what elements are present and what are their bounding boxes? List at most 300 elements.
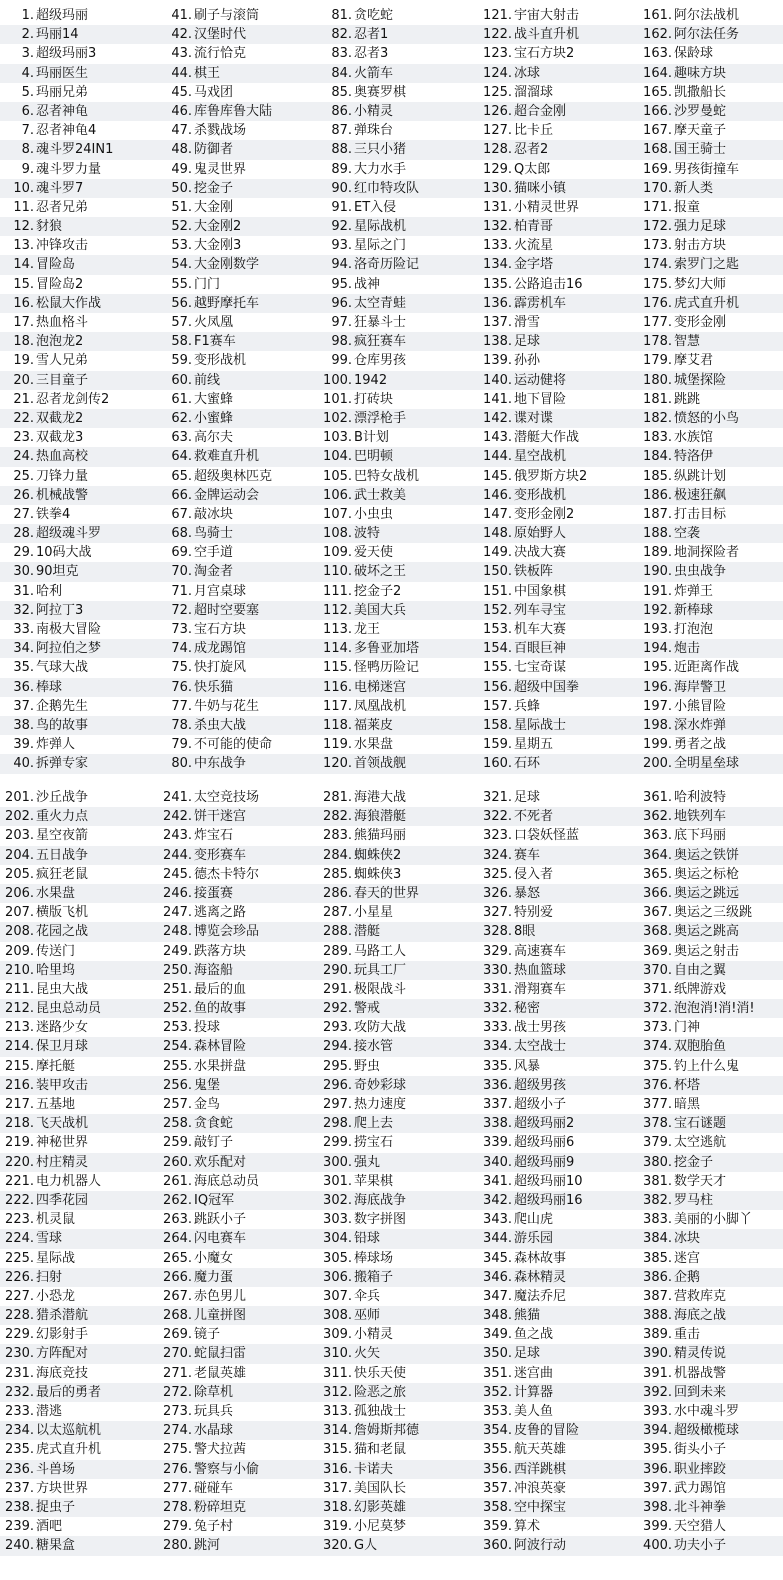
item-number: 39.: [13, 737, 34, 753]
list-item: [320, 1153, 480, 1172]
item-number: 106.: [323, 487, 352, 503]
item-number: 139.: [483, 353, 512, 369]
item-title: 森林精灵: [514, 1269, 567, 1285]
item-title: 打击目标: [674, 506, 727, 522]
item-number: 215.: [5, 1058, 34, 1074]
list-item: [0, 658, 160, 677]
list-item: [0, 1287, 160, 1306]
item-number: 281.: [323, 790, 352, 805]
item-title: 风暴: [514, 1058, 541, 1074]
list-item: [160, 620, 320, 639]
item-number: 194.: [643, 641, 672, 657]
item-title: 海港大战: [354, 790, 407, 805]
list-item: [160, 1421, 320, 1440]
list-item: [160, 658, 320, 677]
item-title: 近距离作战: [674, 660, 740, 676]
item-number: 72.: [171, 602, 192, 618]
item-number: 197.: [643, 698, 672, 714]
item-title: 双截龙3: [36, 430, 84, 446]
item-title: 海底战争: [354, 1192, 407, 1208]
list-item: [480, 428, 640, 447]
item-number: 395.: [643, 1442, 672, 1458]
item-title: 海狼潜艇: [354, 809, 407, 825]
item-title: 魂斗罗7: [36, 180, 84, 196]
list-item: [480, 1383, 640, 1402]
item-title: 电梯迷宫: [354, 679, 407, 695]
item-title: 鬼灵世界: [194, 161, 247, 177]
item-title: 蛇鼠扫雷: [194, 1346, 247, 1362]
item-title: 超级玛丽: [36, 8, 89, 23]
item-title: 奥运之跳远: [674, 885, 740, 901]
item-title: 糖果盒: [36, 1538, 76, 1554]
item-number: 207.: [5, 905, 34, 921]
list-item: [480, 1498, 640, 1517]
list-item: [480, 390, 640, 409]
item-number: 133.: [483, 238, 512, 254]
list-item: [320, 217, 480, 236]
item-number: 177.: [643, 315, 672, 330]
item-title: 攻防大战: [354, 1020, 407, 1036]
item-number: 109.: [323, 545, 352, 561]
item-title: 炸宝石: [194, 828, 234, 844]
item-number: 169.: [643, 161, 672, 177]
item-title: 小恐龙: [36, 1288, 76, 1304]
item-number: 123.: [483, 46, 512, 62]
item-title: 挖金子: [674, 1154, 714, 1170]
item-number: 150.: [483, 564, 512, 580]
item-title: 红巾特攻队: [354, 180, 420, 196]
list-item: [320, 697, 480, 716]
item-title: 挖金子2: [354, 583, 402, 599]
list-item: [320, 582, 480, 601]
list-item: [640, 524, 783, 543]
item-number: 256.: [163, 1077, 192, 1093]
item-number: 3.: [21, 46, 34, 62]
list-item: [0, 140, 160, 159]
item-number: 21.: [13, 391, 34, 407]
item-title: 豺狼: [36, 219, 63, 235]
item-title: 阿尔法任务: [674, 27, 740, 43]
list-item: [160, 788, 320, 807]
item-title: 秘密: [514, 1001, 541, 1017]
item-title: 特别爱: [514, 905, 554, 921]
list-item: [0, 44, 160, 63]
item-title: 兵蜂: [514, 698, 541, 714]
list-item: [480, 1037, 640, 1056]
item-number: 136.: [483, 295, 512, 311]
item-number: 135.: [483, 276, 512, 292]
item-title: 玛丽14: [36, 27, 79, 43]
list-item: [0, 25, 160, 44]
item-number: 282.: [323, 809, 352, 825]
item-title: 扫射: [36, 1269, 63, 1285]
item-title: 报童: [674, 199, 701, 215]
item-title: 海底总动员: [194, 1173, 260, 1189]
item-title: 快打旋风: [194, 660, 247, 676]
list-item: [160, 754, 320, 773]
item-title: 趣味方块: [674, 65, 727, 81]
list-item: [0, 121, 160, 140]
item-number: 49.: [171, 161, 192, 177]
item-number: 156.: [483, 679, 512, 695]
item-title: 美国大兵: [354, 602, 407, 618]
list-item: [320, 102, 480, 121]
item-title: 罗马柱: [674, 1192, 714, 1208]
item-title: 超级玛丽2: [514, 1116, 575, 1132]
item-title: 捉虫子: [36, 1499, 76, 1515]
item-number: 274.: [163, 1423, 192, 1439]
list-item: [640, 1306, 783, 1325]
item-title: 霹雳机车: [514, 295, 567, 311]
item-title: 忍者2: [514, 142, 549, 158]
list-item: [320, 1421, 480, 1440]
list-item: [640, 601, 783, 620]
item-title: 超时空要塞: [194, 602, 260, 618]
item-title: 四季花园: [36, 1192, 89, 1208]
item-number: 181.: [643, 391, 672, 407]
item-title: 大金刚: [194, 199, 234, 215]
item-title: 森林冒险: [194, 1039, 247, 1055]
item-title: 游乐园: [514, 1231, 554, 1247]
item-title: 大力水手: [354, 161, 407, 177]
item-title: 大金刚3: [194, 238, 242, 254]
list-item: [0, 903, 160, 922]
list-item: [0, 1402, 160, 1421]
item-title: 变形金刚2: [514, 506, 575, 522]
list-item: [160, 1460, 320, 1479]
item-title: 星际战机: [354, 219, 407, 235]
item-title: 变形战机: [514, 487, 567, 503]
list-item: [640, 716, 783, 735]
list-item: [160, 1402, 320, 1421]
list-item: [160, 44, 320, 63]
item-number: 2.: [21, 27, 34, 43]
item-title: 阿拉丁3: [36, 602, 84, 618]
item-number: 377.: [643, 1097, 672, 1112]
item-number: 60.: [171, 372, 192, 388]
list-item: [0, 1479, 160, 1498]
list-item: [640, 1229, 783, 1248]
item-title: 超级玛丽6: [514, 1135, 575, 1151]
item-title: 小星星: [354, 905, 394, 921]
item-title: 淘金者: [194, 564, 234, 580]
item-number: 336.: [483, 1077, 512, 1093]
list-item: [160, 428, 320, 447]
item-title: 不死者: [514, 809, 554, 825]
item-number: 116.: [323, 679, 352, 695]
list-item: [640, 1383, 783, 1402]
item-number: 389.: [643, 1327, 672, 1343]
list-item: [160, 524, 320, 543]
item-number: 287.: [323, 905, 352, 921]
item-title: 巫师: [354, 1308, 381, 1324]
item-title: 宝石谜题: [674, 1116, 727, 1132]
item-number: 57.: [171, 315, 192, 330]
item-title: 宝石方块: [194, 622, 247, 637]
list-item: [160, 884, 320, 903]
item-title: 大金刚2: [194, 219, 242, 235]
list-item: [0, 102, 160, 121]
item-number: 160.: [483, 756, 512, 772]
item-number: 315.: [323, 1442, 352, 1458]
list-item: [160, 1479, 320, 1498]
item-title: 凤凰战机: [354, 698, 407, 714]
list-item: [160, 1095, 320, 1114]
item-title: 冒险岛: [36, 257, 76, 273]
list-item: [0, 716, 160, 735]
list-item: [0, 179, 160, 198]
item-title: 营救库克: [674, 1288, 727, 1304]
list-item: [640, 1076, 783, 1095]
list-item: [640, 467, 783, 486]
item-number: 303.: [323, 1212, 352, 1228]
item-number: 255.: [163, 1058, 192, 1074]
list-item: [320, 961, 480, 980]
item-number: 76.: [171, 679, 192, 695]
item-title: 马路工人: [354, 943, 407, 959]
list-item: [480, 1249, 640, 1268]
item-number: 111.: [323, 583, 352, 599]
list-item: [480, 332, 640, 351]
item-title: 五基地: [36, 1097, 76, 1112]
item-number: 368.: [643, 924, 672, 940]
item-title: 昆虫总动员: [36, 1001, 102, 1017]
item-number: 176.: [643, 295, 672, 311]
item-title: 足球: [514, 334, 541, 350]
item-title: 玩具兵: [194, 1404, 234, 1419]
item-title: 马戏团: [194, 84, 234, 100]
list-item: [160, 1498, 320, 1517]
item-title: 小蜜蜂: [194, 410, 234, 426]
item-title: 战士男孩: [514, 1020, 567, 1036]
list-item: [0, 601, 160, 620]
item-number: 366.: [643, 885, 672, 901]
item-title: 逃离之路: [194, 905, 247, 921]
item-number: 193.: [643, 622, 672, 637]
list-item: [160, 846, 320, 865]
item-title: 变形战机: [194, 353, 247, 369]
list-item: [0, 332, 160, 351]
item-title: 碰碰车: [194, 1480, 234, 1496]
item-title: 炸弹人: [36, 737, 76, 753]
item-number: 308.: [323, 1308, 352, 1324]
item-number: 279.: [163, 1519, 192, 1535]
item-number: 356.: [483, 1461, 512, 1477]
list-item: [640, 1402, 783, 1421]
list-item: [480, 160, 640, 179]
item-number: 163.: [643, 46, 672, 62]
item-title: Q太郎: [514, 161, 551, 177]
item-number: 48.: [171, 142, 192, 158]
item-title: 铁板阵: [514, 564, 554, 580]
list-item: [640, 409, 783, 428]
item-number: 400.: [643, 1538, 672, 1554]
item-number: 243.: [163, 828, 192, 844]
item-title: 波特: [354, 526, 381, 542]
item-number: 121.: [483, 8, 512, 23]
item-title: 海岸警卫: [674, 679, 727, 695]
item-title: 武力踢馆: [674, 1480, 727, 1496]
list-item: [0, 922, 160, 941]
list-item: [320, 1440, 480, 1459]
item-number: 143.: [483, 430, 512, 446]
list-item: [160, 64, 320, 83]
item-number: 307.: [323, 1288, 352, 1304]
item-title: 底下玛丽: [674, 828, 727, 844]
item-title: 西洋跳棋: [514, 1461, 567, 1477]
item-number: 227.: [5, 1288, 34, 1304]
list-item: [640, 25, 783, 44]
list-item: [640, 505, 783, 524]
item-number: 341.: [483, 1173, 512, 1189]
item-number: 54.: [171, 257, 192, 273]
item-title: 疯狂老鼠: [36, 866, 89, 882]
list-item: [480, 716, 640, 735]
item-number: 71.: [171, 583, 192, 599]
item-title: 迷宫曲: [514, 1365, 554, 1381]
item-title: 森林故事: [514, 1250, 567, 1266]
item-number: 98.: [331, 334, 352, 350]
item-number: 178.: [643, 334, 672, 350]
item-number: 310.: [323, 1346, 352, 1362]
item-number: 37.: [13, 698, 34, 714]
item-number: 134.: [483, 257, 512, 273]
list-item: [320, 922, 480, 941]
list-item: [320, 620, 480, 639]
list-item: [0, 1153, 160, 1172]
list-item: [160, 198, 320, 217]
list-item: [0, 275, 160, 294]
item-number: 273.: [163, 1404, 192, 1419]
list-item: [0, 1095, 160, 1114]
item-number: 142.: [483, 410, 512, 426]
item-number: 267.: [163, 1288, 192, 1304]
item-number: 69.: [171, 545, 192, 561]
item-title: 跌落方块: [194, 943, 247, 959]
item-number: 394.: [643, 1423, 672, 1439]
item-number: 270.: [163, 1346, 192, 1362]
item-title: 阿波行动: [514, 1538, 567, 1554]
list-item: [480, 1479, 640, 1498]
list-item: [480, 582, 640, 601]
list-item: [0, 697, 160, 716]
list-item: [640, 1210, 783, 1229]
list-item: [640, 658, 783, 677]
item-number: 246.: [163, 885, 192, 901]
item-title: 救难直升机: [194, 449, 260, 465]
list-item: [320, 505, 480, 524]
item-number: 222.: [5, 1192, 34, 1208]
item-title: 金牌运动会: [194, 487, 260, 503]
item-title: 极速狂飙: [674, 487, 727, 503]
item-number: 185.: [643, 468, 672, 484]
item-title: 花园之战: [36, 924, 89, 940]
list-item: [160, 999, 320, 1018]
game-column: [0, 788, 160, 1556]
item-number: 384.: [643, 1231, 672, 1247]
item-number: 257.: [163, 1097, 192, 1112]
item-number: 6.: [21, 103, 34, 119]
item-number: 61.: [171, 391, 192, 407]
item-title: 地铁列车: [674, 809, 727, 825]
list-item: [0, 236, 160, 255]
item-title: 热血高校: [36, 449, 89, 465]
item-number: 306.: [323, 1269, 352, 1285]
item-number: 286.: [323, 885, 352, 901]
item-title: 杀虫大战: [194, 717, 247, 733]
item-title: 俄罗斯方块2: [514, 468, 588, 484]
item-title: 博览会珍品: [194, 924, 260, 940]
item-title: 企鹅先生: [36, 698, 89, 714]
item-title: 超级男孩: [514, 1077, 567, 1093]
list-item: [160, 486, 320, 505]
list-item: [320, 1268, 480, 1287]
item-title: 水果盘: [354, 737, 394, 753]
list-item: [640, 826, 783, 845]
item-number: 84.: [331, 65, 352, 81]
list-item: [640, 678, 783, 697]
item-title: 算术: [514, 1519, 541, 1535]
item-title: 玛丽医生: [36, 65, 89, 81]
list-item: [640, 1114, 783, 1133]
list-item: [0, 1191, 160, 1210]
item-title: 超级玛丽10: [514, 1173, 583, 1189]
list-item: [640, 447, 783, 466]
list-item: [480, 25, 640, 44]
item-number: 187.: [643, 506, 672, 522]
item-number: 13.: [13, 238, 34, 254]
list-item: [0, 961, 160, 980]
item-number: 363.: [643, 828, 672, 844]
list-item: [640, 1440, 783, 1459]
list-item: [480, 351, 640, 370]
item-number: 102.: [323, 410, 352, 426]
list-item: [320, 1460, 480, 1479]
item-number: 7.: [21, 123, 34, 139]
item-number: 254.: [163, 1039, 192, 1055]
list-item: [0, 524, 160, 543]
item-number: 75.: [171, 660, 192, 676]
item-title: 鱼之战: [514, 1327, 554, 1343]
list-item: [160, 1517, 320, 1536]
item-number: 383.: [643, 1212, 672, 1228]
item-title: 刀锋力量: [36, 468, 89, 484]
item-title: 地下冒险: [514, 391, 567, 407]
item-title: 热血篮球: [514, 962, 567, 978]
item-title: 捞宝石: [354, 1135, 394, 1151]
item-number: 12.: [13, 219, 34, 235]
item-title: 跳河: [194, 1538, 221, 1554]
list-item: [160, 1172, 320, 1191]
item-number: 262.: [163, 1192, 192, 1208]
item-title: 快乐天使: [354, 1365, 407, 1381]
item-title: 洛奇历险记: [354, 257, 420, 273]
list-item: [480, 236, 640, 255]
item-number: 38.: [13, 717, 34, 733]
item-title: 城堡探险: [674, 372, 727, 388]
item-number: 233.: [5, 1404, 34, 1419]
item-number: 173.: [643, 238, 672, 254]
item-title: 玩具工厂: [354, 962, 407, 978]
list-item: [480, 409, 640, 428]
list-item: [640, 140, 783, 159]
item-number: 259.: [163, 1135, 192, 1151]
item-number: 320.: [323, 1538, 352, 1554]
game-column: [640, 788, 783, 1556]
list-item: [320, 64, 480, 83]
list-item: [0, 735, 160, 754]
item-title: 阿拉伯之梦: [36, 641, 102, 657]
